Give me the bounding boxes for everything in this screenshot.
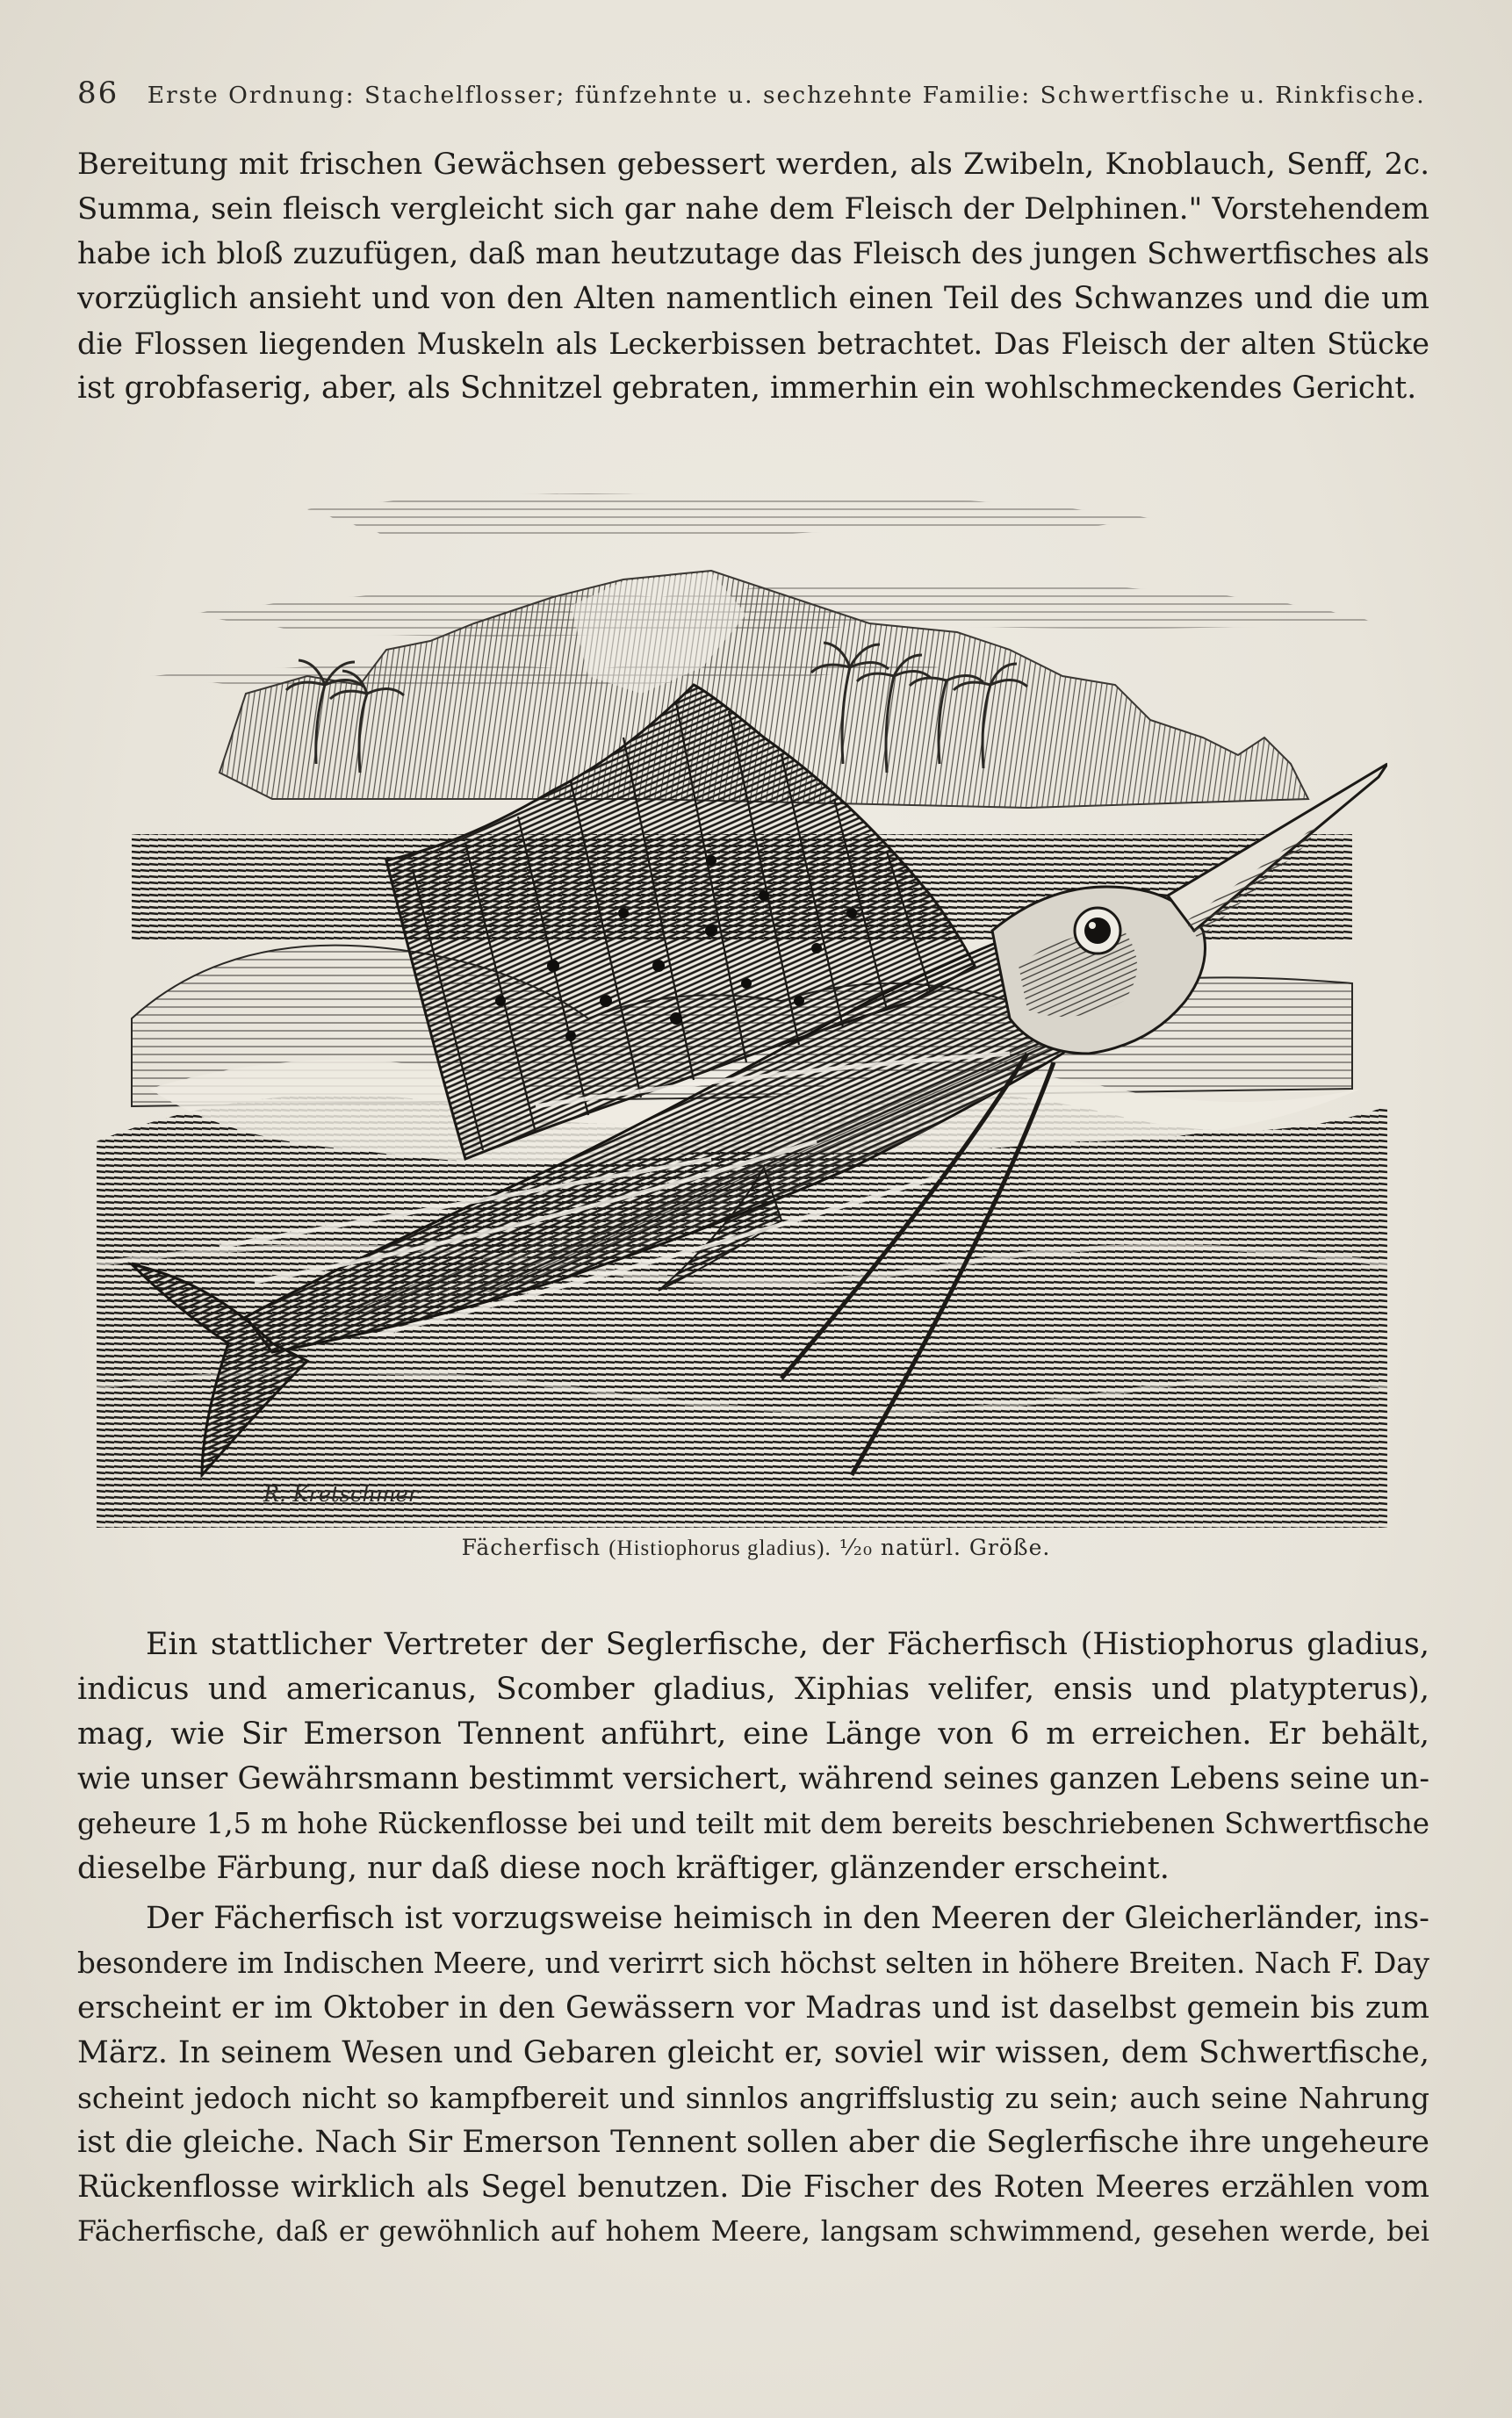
text-line: besondere im Indischen Meere, und verirrt sich höchst selten in höhere Breiten. Nach F. Day <box>77 1947 1429 1980</box>
text-line: Fächerfische, daß er gewöhnlich auf hohem Meere, langsam schwimmend, gesehen werde, bei <box>77 2216 1429 2248</box>
text-line: Bereitung mit frischen Gewächsen gebessert werden, als Zwibeln, Knoblauch, Senff, 2c. <box>77 147 1429 182</box>
text-line: wie unser Gewährsmann bestimmt versichert, während seines ganzen Lebens seine un- <box>77 1761 1429 1796</box>
caption-name: Fächerfisch <box>461 1535 601 1560</box>
text-line: die Flossen liegenden Muskeln als Leckerbissen betrachtet. Das Fleisch der alten Stücke <box>77 327 1429 361</box>
text-line: dieselbe Färbung, nur daß diese noch kräftiger, glänzender erscheint. <box>77 1851 1170 1886</box>
sailfish-illustration <box>97 474 1387 1528</box>
figure-caption <box>0 1535 1512 1561</box>
text-line: geheure 1,5 m hohe Rückenflosse bei und teilt mit dem bereits beschriebenen Schwertfische <box>77 1807 1429 1840</box>
caption-scientific-name: (Histiophorus gladius). <box>608 1536 832 1560</box>
text-line: Summa, sein fleisch vergleicht sich gar nahe dem Fleisch der Delphinen." Vorstehendem <box>77 191 1429 227</box>
text-line: mag, wie Sir Emerson Tennent anführt, eine Länge von 6 m erreichen. Er behält, <box>77 1716 1429 1752</box>
text-line: erscheint er im Oktober in den Gewässern vor Madras und ist daselbst gemein bis zum <box>77 1990 1429 2026</box>
paragraph-1 <box>77 1623 1429 1891</box>
top-text-block <box>77 142 1429 411</box>
running-title: Erste Ordnung: Stachelflosser; fünfzehnte u. sechzehnte Familie: Schwertfische u. Rinkfische. <box>147 82 1426 109</box>
text-line: scheint jedoch nicht so kampfbereit und sinnlos angriffslustig zu sein; auch seine Nahrung <box>77 2081 1429 2115</box>
text-line: ist grobfaserig, aber, als Schnitzel gebraten, immerhin ein wohlschmeckendes Gericht. <box>77 371 1417 406</box>
text-line: Ein stattlicher Vertreter der Seglerfische, der Fächerfisch (Histiophorus gladius, <box>146 1627 1429 1662</box>
running-header <box>77 76 1429 111</box>
caption-scale: ¹⁄₂₀ natürl. Größe. <box>839 1535 1051 1560</box>
text-line: Der Fächerfisch ist vorzugsweise heimisch in den Meeren der Gleicherländer, ins- <box>146 1901 1429 1936</box>
text-line: ist die gleiche. Nach Sir Emerson Tennent sollen aber die Seglerfische ihre ungeheure <box>77 2125 1429 2160</box>
page-number: 86 <box>77 76 119 111</box>
text-line: indicus und americanus, Scomber gladius, Xiphias velifer, ensis und platypterus), <box>77 1672 1429 1707</box>
text-line: habe ich bloß zuzufügen, daß man heutzutage das Fleisch des jungen Schwertfisches als <box>77 236 1429 271</box>
text-line: März. In seinem Wesen und Gebaren gleicht er, soviel wir wissen, dem Schwertfische, <box>77 2035 1429 2070</box>
text-line: vorzüglich ansieht und von den Alten namentlich einen Teil des Schwanzes und die um <box>77 281 1429 316</box>
engraver-signature: R. Kretschmer <box>263 1482 419 1507</box>
paragraph-2 <box>77 1896 1429 2255</box>
text-line: Rückenflosse wirklich als Segel benutzen. Die Fischer des Roten Meeres erzählen vom <box>77 2170 1429 2205</box>
